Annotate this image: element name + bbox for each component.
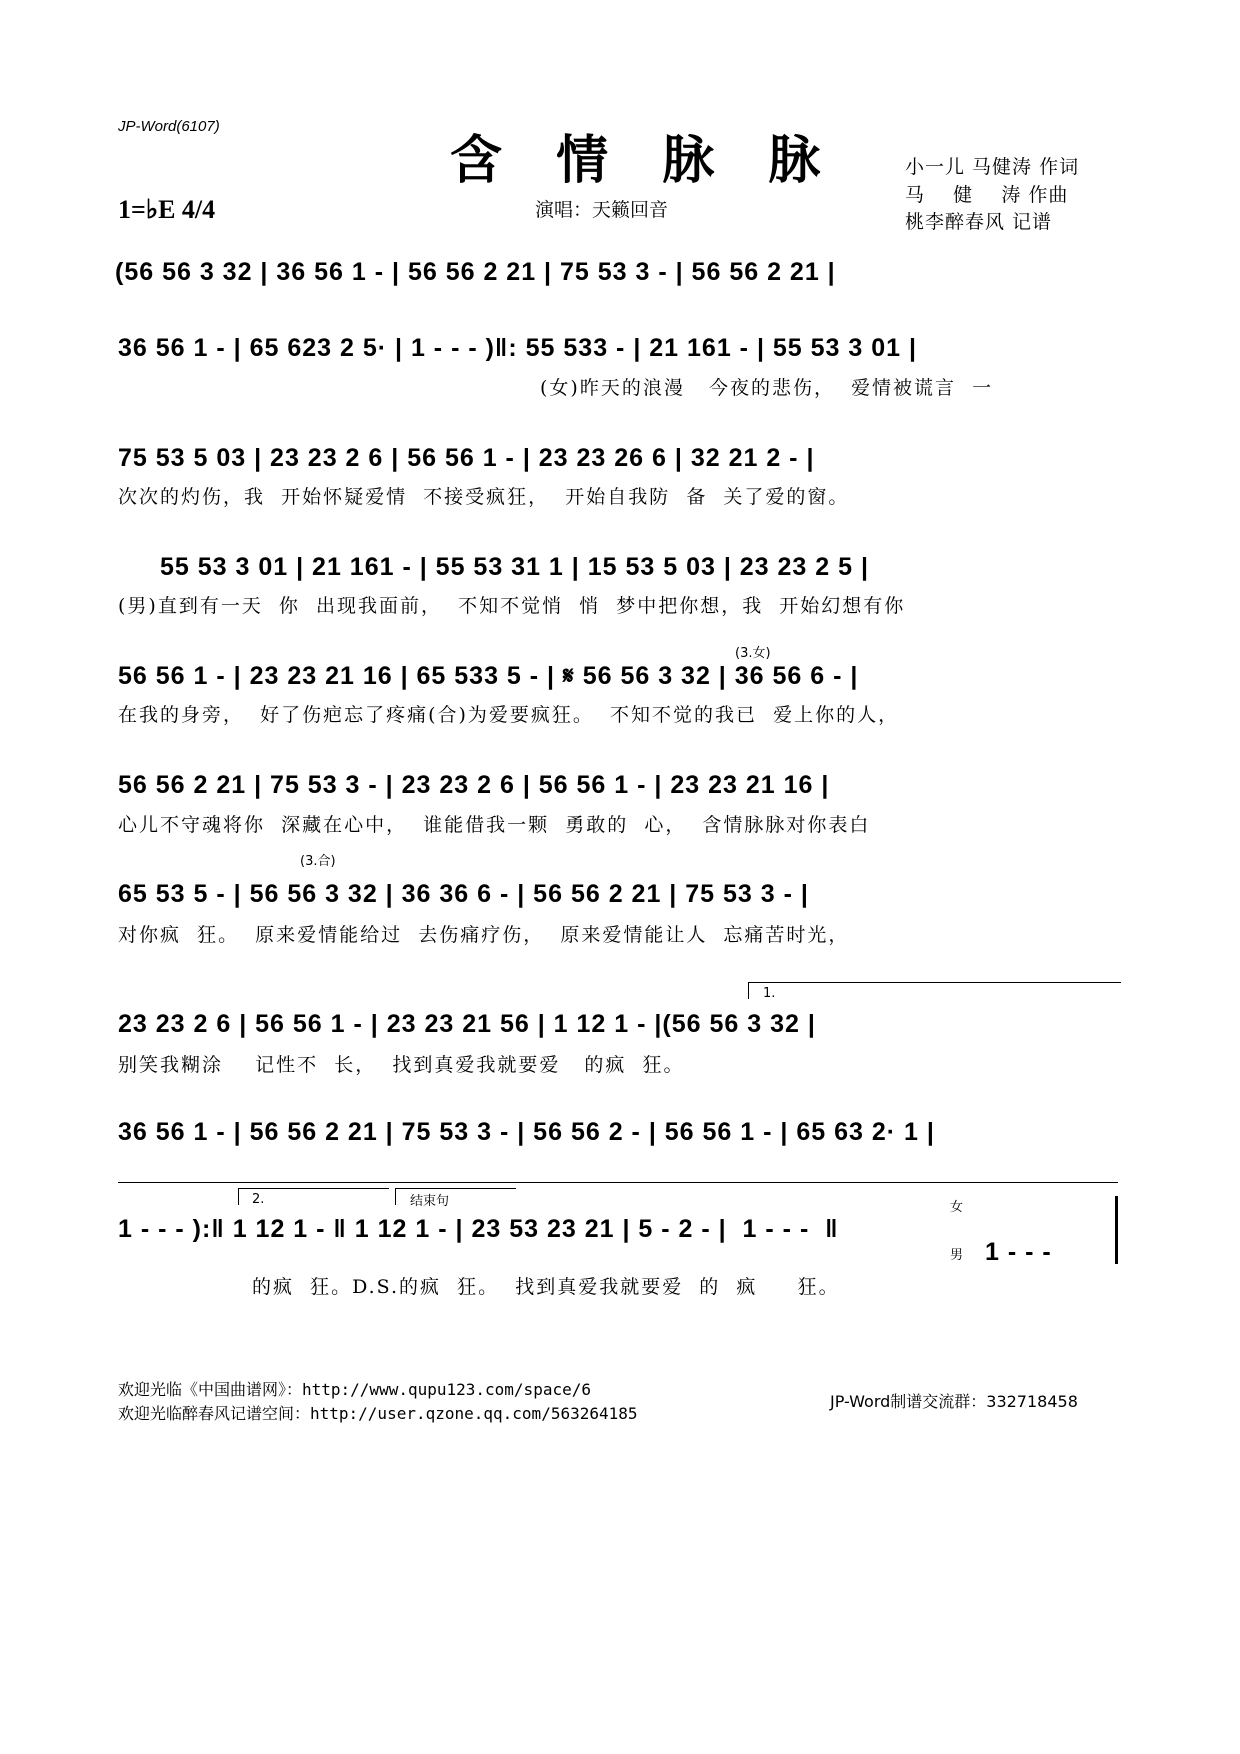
music-line-3-notes: 75 53 5 03 | 23 23 2 6 | 56 56 1 - | 23 23 26 6 | 32 21 2 - | [118, 444, 815, 472]
transcriber-credit: 桃李醉春风 记谱 [905, 211, 1053, 233]
music-line-2-lyrics: (女)昨天的浪漫 今夜的悲伤， 爱情被谎言 一 [540, 377, 994, 399]
music-line-9-notes: 36 56 1 - | 56 56 2 21 | 75 53 3 - | 56 56 2 - | 56 56 1 - | 65 63 2· 1 | [118, 1118, 935, 1146]
singer-credit: 演唱：天籁回音 [535, 199, 669, 221]
final-barline [1115, 1196, 1118, 1264]
music-line-7-lyrics: 对你疯 狂。 原来爱情能给过 去伤痛疗伤， 原来爱情能让人 忘痛苦时光， [118, 924, 850, 946]
music-line-5-lyrics: 在我的身旁， 好了伤疤忘了疼痛(合)为爱要疯狂。 不知不觉的我已 爱上你的人， [118, 704, 900, 726]
male-final-notes: 1 - - - [985, 1238, 1052, 1266]
segno-part-label: (3.女) [735, 646, 771, 661]
ending-label: 结束句 [410, 1194, 450, 1209]
volta-1-bracket [748, 982, 1121, 999]
music-line-6-lyrics: 心儿不守魂将你 深藏在心中， 谁能借我一颗 勇敢的 心， 含情脉脉对你表白 [118, 814, 871, 836]
key-signature: 1=♭E 4/4 [118, 195, 216, 224]
chorus-part-label: (3.合) [300, 854, 336, 869]
music-line-2-notes: 36 56 1 - | 65 623 2 5· | 1 - - - )‖: 55 533 - | 21 161 - | 55 53 3 01 | [118, 334, 917, 362]
music-line-4-notes: 55 53 3 01 | 21 161 - | 55 53 31 1 | 15 53 5 03 | 23 23 2 5 | [160, 553, 869, 581]
music-line-1-notes: (56 56 3 32 | 36 56 1 - | 56 56 2 21 | 75 53 3 - | 56 56 2 21 | [115, 258, 836, 286]
male-part-label: 男 [950, 1248, 964, 1263]
volta-2-label: 2. [252, 1192, 265, 1207]
female-part-label: 女 [950, 1200, 964, 1215]
music-line-8-lyrics: 别笑我糊涂 记性不 长， 找到真爱我就要爱 的疯 狂。 [118, 1054, 685, 1076]
song-title: 含 情 脉 脉 [450, 130, 839, 191]
footer-site-1: 欢迎光临《中国曲谱网》：http://www.qupu123.com/space/6 [118, 1380, 591, 1399]
composer-credit: 马 健 涛 作曲 [905, 184, 1069, 206]
music-line-8-notes: 23 23 2 6 | 56 56 1 - | 23 23 21 56 | 1 12 1 - |(56 56 3 32 | [118, 1010, 816, 1038]
music-line-6-notes: 56 56 2 21 | 75 53 3 - | 23 23 2 6 | 56 56 1 - | 23 23 21 16 | [118, 771, 830, 799]
music-line-3-lyrics: 次次的灼伤，我 开始怀疑爱情 不接受疯狂， 开始自我防 备 关了爱的窗。 [118, 486, 850, 508]
music-line-10-lyrics: 的疯 狂。D.S.的疯 狂。 找到真爱我就要爱 的 疯 狂。 [252, 1276, 840, 1298]
music-line-5-notes: 56 56 1 - | 23 23 21 16 | 65 533 5 - | 𝄋 56 56 3 32 | 36 56 6 - | [118, 662, 859, 690]
footer-site-2: 欢迎光临醉春风记谱空间：http://user.qzone.qq.com/563264185 [118, 1404, 638, 1423]
volta-1-label: 1. [763, 986, 776, 1001]
music-line-4-lyrics: (男)直到有一天 你 出现我面前， 不知不觉悄 悄 梦中把你想，我 开始幻想有你 [118, 595, 906, 617]
footer-group: JP-Word制谱交流群：332718458 [830, 1392, 1078, 1411]
music-line-10-notes: 1 - - - ):‖ 1 12 1 - ‖ 1 12 1 - | 23 53 23 21 | 5 - 2 - | 1 - - - ‖ [118, 1215, 839, 1243]
music-line-7-notes: 65 53 5 - | 56 56 3 32 | 36 36 6 - | 56 56 2 21 | 75 53 3 - | [118, 880, 809, 908]
software-label: JP-Word(6107) [118, 118, 220, 135]
lyricist-credit: 小一儿 马健涛 作词 [905, 156, 1080, 178]
